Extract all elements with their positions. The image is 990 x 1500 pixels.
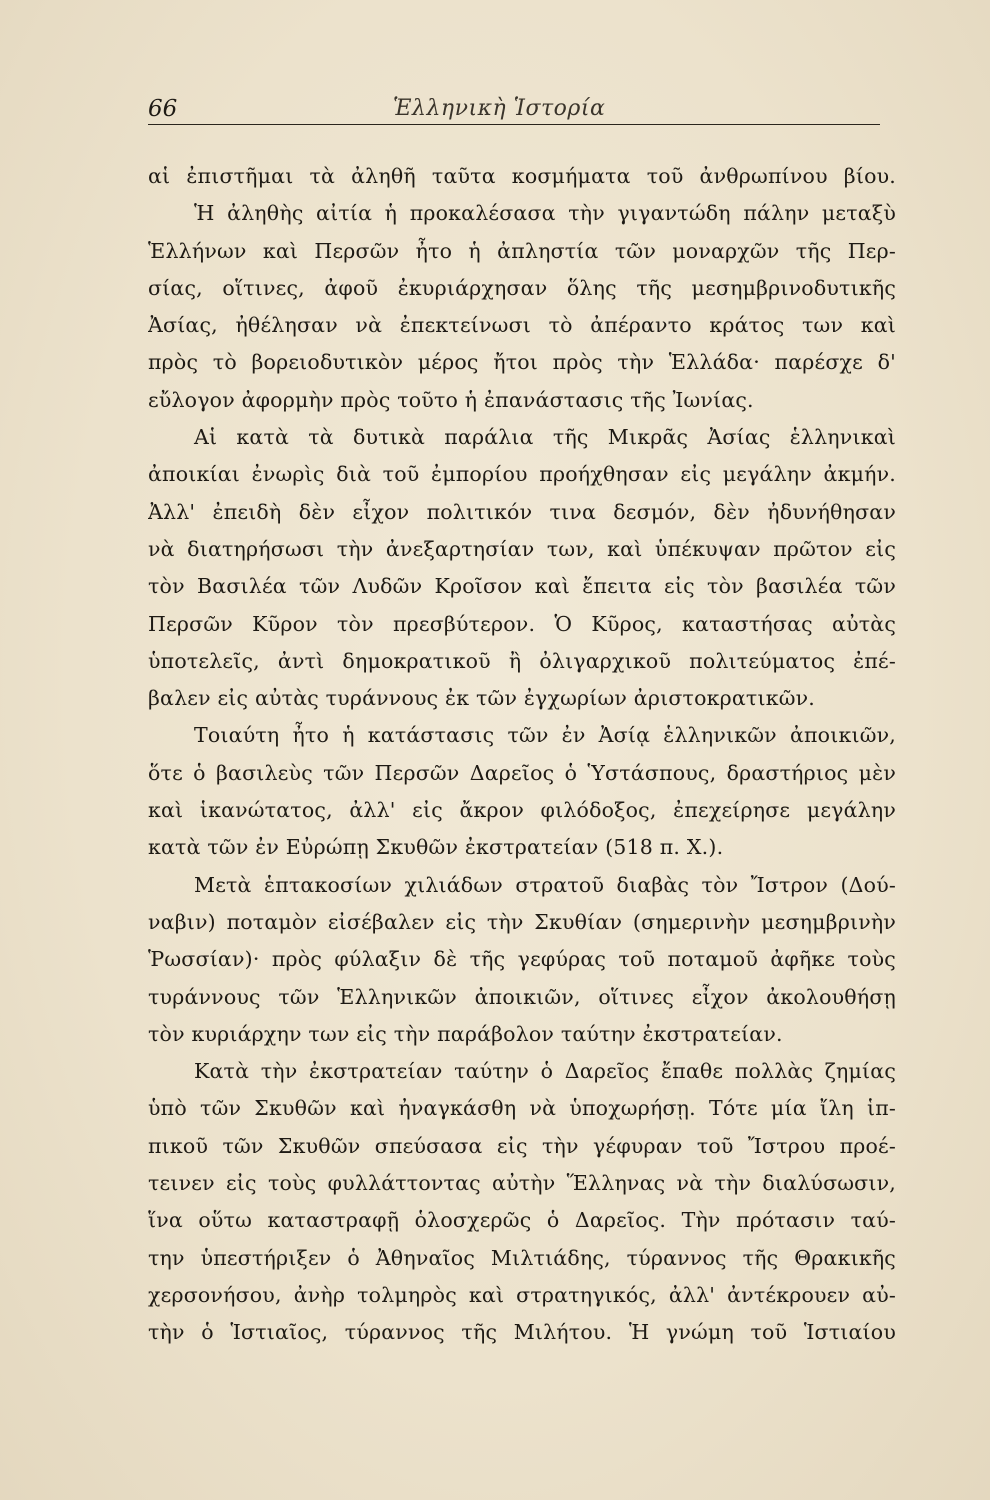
text-line: καὶ ἱκανώτατος, ἀλλ' εἰς ἄκρον φιλόδοξος, ἐπεχείρησε μεγάλην (148, 798, 896, 823)
text-line: σίας, οἵτινες, ἀφοῦ ἐκυριάρχησαν ὅλης τῆς μεσημβρινοδυτικῆς (148, 275, 896, 300)
text-line: Αἱ κατὰ τὰ δυτικὰ παράλια τῆς Μικρᾶς Ἀσίας ἑλληνικαὶ (194, 425, 896, 450)
page-number: 66 (148, 96, 178, 122)
text-line: ὅτε ὁ βασιλεὺς τῶν Περσῶν Δαρεῖος ὁ Ὑστάσπους, δραστήριος μὲν (148, 760, 896, 785)
text-line: Ῥωσσίαν)· πρὸς φύλαξιν δὲ τῆς γεφύρας τοῦ ποταμοῦ ἀφῆκε τοὺς (148, 947, 896, 972)
text-line: τὴν ὁ Ἱστιαῖος, τύραννος τῆς Μιλήτου. Ἡ γνώμη τοῦ Ἱστιαίου (148, 1320, 896, 1345)
running-title: Ἑλληνικὴ Ἱστορία (393, 96, 606, 121)
body-text (148, 158, 896, 1352)
text-line: εὔλογον ἀφορμὴν πρὸς τοῦτο ἡ ἐπανάστασις τῆς Ἰωνίας. (148, 387, 754, 412)
text-line: ναβιν) ποταμὸν εἰσέβαλεν εἰς τὴν Σκυθίαν (σημερινὴν μεσημβρινὴν (148, 909, 896, 934)
text-line: νὰ διατηρήσωσι τὴν ἀνεξαρτησίαν των, καὶ ὑπέκυψαν πρῶτον εἰς (148, 536, 896, 561)
text-line: κατὰ τῶν ἐν Εὐρώπῃ Σκυθῶν ἐκστρατείαν (518 π. Χ.). (148, 835, 724, 860)
text-line: ὑποτελεῖς, ἀντὶ δημοκρατικοῦ ἢ ὀλιγαρχικοῦ πολιτεύματος ἐπέ- (148, 648, 896, 673)
text-line: Τοιαύτη ἦτο ἡ κατάστασις τῶν ἐν Ἀσίᾳ ἑλληνικῶν ἀποικιῶν, (194, 723, 896, 748)
text-line: Ἡ ἀληθὴς αἰτία ἡ προκαλέσασα τὴν γιγαντώδη πάλην μεταξὺ (194, 201, 896, 226)
text-line: Περσῶν Κῦρον τὸν πρεσβύτερον. Ὁ Κῦρος, καταστήσας αὐτὰς (148, 611, 896, 636)
text-line: βαλεν εἰς αὐτὰς τυράννους ἐκ τῶν ἐγχωρίων ἀριστοκρατικῶν. (148, 686, 815, 711)
text-line: ἵνα οὕτω καταστραφῇ ὁλοσχερῶς ὁ Δαρεῖος. Τὴν πρότασιν ταύ- (148, 1208, 896, 1233)
text-line: χερσονήσου, ἀνὴρ τολμηρὸς καὶ στρατηγικός, ἀλλ' ἀντέκρουεν αὐ- (148, 1282, 896, 1307)
text-line: Ἀλλ' ἐπειδὴ δὲν εἶχον πολιτικόν τινα δεσμόν, δὲν ἠδυνήθησαν (148, 499, 896, 524)
text-line: ἀποικίαι ἐνωρὶς διὰ τοῦ ἐμπορίου προήχθησαν εἰς μεγάλην ἀκμήν. (148, 462, 896, 487)
text-line: Ἑλλήνων καὶ Περσῶν ἦτο ἡ ἀπληστία τῶν μοναρχῶν τῆς Περ- (148, 238, 896, 263)
text-line: πρὸς τὸ βορειοδυτικὸν μέρος ἤτοι πρὸς τὴν Ἑλλάδα· παρέσχε δ' (148, 350, 896, 375)
text-line: αἱ ἐπιστῆμαι τὰ ἀληθῆ ταῦτα κοσμήματα τοῦ ἀνθρωπίνου βίου. (148, 164, 896, 188)
text-line: ὑπὸ τῶν Σκυθῶν καὶ ἠναγκάσθη νὰ ὑποχωρήσῃ. Τότε μία ἴλη ἱπ- (148, 1096, 896, 1121)
text-line: πικοῦ τῶν Σκυθῶν σπεύσασα εἰς τὴν γέφυραν τοῦ Ἴστρου προέ- (148, 1133, 896, 1158)
text-line: τὸν κυριάρχην των εἰς τὴν παράβολον ταύτην ἐκστρατείαν. (148, 1021, 783, 1046)
text-line: Μετὰ ἑπτακοσίων χιλιάδων στρατοῦ διαβὰς τὸν Ἴστρον (Δού- (194, 872, 896, 897)
text-line: Ἀσίας, ἠθέλησαν νὰ ἐπεκτείνωσι τὸ ἀπέραντο κράτος των καὶ (148, 313, 896, 338)
text-line: τεινεν εἰς τοὺς φυλλάττοντας αὐτὴν Ἕλληνας νὰ τὴν διαλύσωσιν, (148, 1171, 896, 1196)
text-line: Κατὰ τὴν ἐκστρατείαν ταύτην ὁ Δαρεῖος ἔπαθε πολλὰς ζημίας (194, 1059, 896, 1084)
text-line: τὸν Βασιλέα τῶν Λυδῶν Κροῖσον καὶ ἔπειτα εἰς τὸν βασιλέα τῶν (148, 574, 896, 599)
text-line: τυράννους τῶν Ἑλληνικῶν ἀποικιῶν, οἵτινες εἶχον ἀκολουθήσῃ (148, 984, 896, 1009)
header-rule (148, 124, 880, 125)
text-line: την ὑπεστήριξεν ὁ Ἀθηναῖος Μιλτιάδης, τύραννος τῆς Θρακικῆς (148, 1245, 896, 1270)
